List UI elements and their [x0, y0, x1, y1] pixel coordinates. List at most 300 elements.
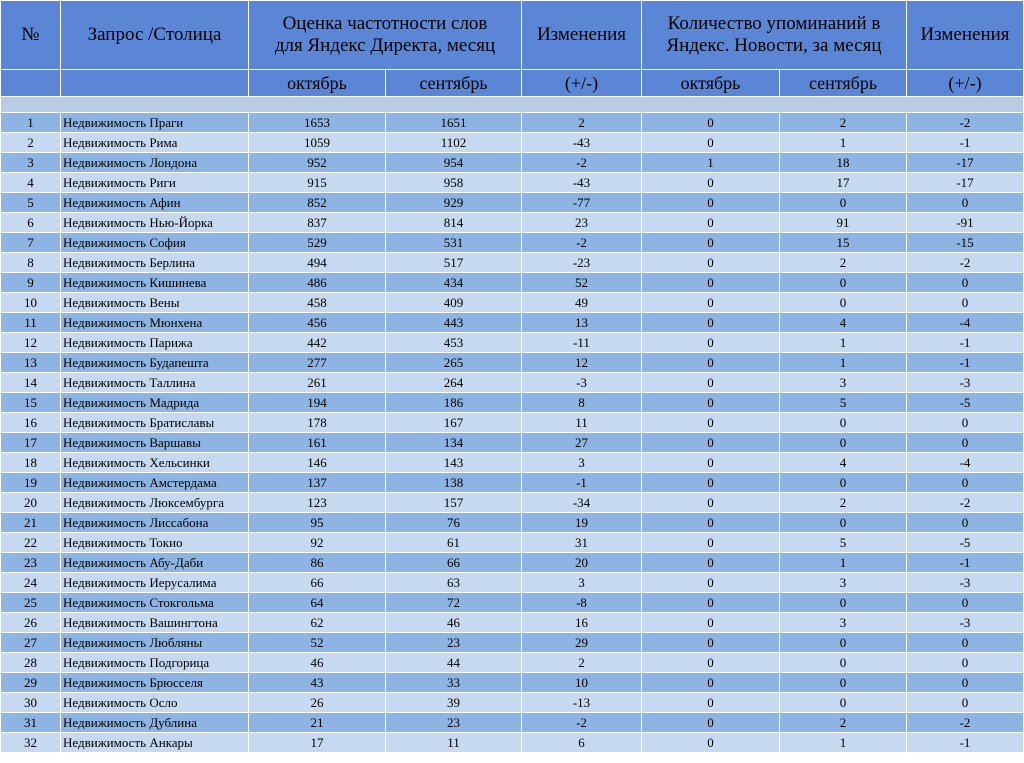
query-cell: Недвижимость Хельсинки: [61, 453, 249, 473]
freq-change-cell: 23: [522, 213, 642, 233]
freq-september-cell: 186: [386, 393, 522, 413]
news-change-cell: 0: [907, 593, 1024, 613]
query-cell: Недвижимость Дублина: [61, 713, 249, 733]
table-row: [1, 333, 1024, 353]
query-cell: Недвижимость Нью-Йорка: [61, 213, 249, 233]
freq-change-cell: 13: [522, 313, 642, 333]
row-number: 3: [1, 153, 61, 173]
table-row: [1, 133, 1024, 153]
subheader-empty-query: [61, 70, 249, 97]
table-row: [1, 693, 1024, 713]
news-october-cell: 0: [642, 353, 780, 373]
news-september-cell: 0: [780, 433, 907, 453]
query-cell: Недвижимость Любляны: [61, 633, 249, 653]
news-change-cell: -2: [907, 713, 1024, 733]
freq-september-cell: 157: [386, 493, 522, 513]
freq-change-cell: 2: [522, 113, 642, 133]
news-september-cell: 0: [780, 653, 907, 673]
freq-september-cell: 44: [386, 653, 522, 673]
news-october-cell: 0: [642, 633, 780, 653]
news-change-cell: -1: [907, 333, 1024, 353]
freq-september-cell: 531: [386, 233, 522, 253]
news-september-cell: 5: [780, 393, 907, 413]
news-september-cell: 1: [780, 553, 907, 573]
subheader-october-1: октябрь: [249, 70, 386, 97]
news-september-cell: 15: [780, 233, 907, 253]
table-row: [1, 453, 1024, 473]
header-news-line1: Количество упоминаний в: [667, 13, 881, 34]
row-number: 6: [1, 213, 61, 233]
news-change-cell: 0: [907, 513, 1024, 533]
table-row: [1, 533, 1024, 553]
news-september-cell: 2: [780, 713, 907, 733]
query-cell: Недвижимость Люксембурга: [61, 493, 249, 513]
freq-september-cell: 76: [386, 513, 522, 533]
news-change-cell: 0: [907, 273, 1024, 293]
header-frequency: [249, 1, 522, 70]
news-october-cell: 0: [642, 333, 780, 353]
subheader-october-2: октябрь: [642, 70, 780, 97]
freq-october-cell: 21: [249, 713, 386, 733]
header-frequency-line2: для Яндекс Директа, месяц: [274, 35, 496, 56]
news-september-cell: 3: [780, 373, 907, 393]
news-change-cell: -4: [907, 453, 1024, 473]
header-news-line2: Яндекс. Новости, за месяц: [666, 35, 882, 56]
freq-october-cell: 178: [249, 413, 386, 433]
query-cell: Недвижимость Брюсселя: [61, 673, 249, 693]
freq-september-cell: 264: [386, 373, 522, 393]
header-news-mentions: [642, 1, 907, 70]
freq-september-cell: 66: [386, 553, 522, 573]
query-cell: Недвижимость Мюнхена: [61, 313, 249, 333]
table-row: [1, 293, 1024, 313]
news-october-cell: 0: [642, 193, 780, 213]
news-september-cell: 5: [780, 533, 907, 553]
freq-september-cell: 453: [386, 333, 522, 353]
row-number: 30: [1, 693, 61, 713]
freq-change-cell: 3: [522, 453, 642, 473]
news-october-cell: 0: [642, 313, 780, 333]
freq-change-cell: -3: [522, 373, 642, 393]
freq-october-cell: 146: [249, 453, 386, 473]
news-october-cell: 0: [642, 433, 780, 453]
freq-october-cell: 17: [249, 733, 386, 753]
freq-october-cell: 837: [249, 213, 386, 233]
table-row: [1, 673, 1024, 693]
row-number: 1: [1, 113, 61, 133]
freq-october-cell: 161: [249, 433, 386, 453]
news-september-cell: 0: [780, 693, 907, 713]
news-change-cell: -17: [907, 173, 1024, 193]
query-cell: Недвижимость Кишинева: [61, 273, 249, 293]
freq-september-cell: 11: [386, 733, 522, 753]
table-row: [1, 613, 1024, 633]
header-query: Запрос /Столица: [61, 1, 249, 70]
news-october-cell: 0: [642, 533, 780, 553]
freq-change-cell: 2: [522, 653, 642, 673]
query-cell: Недвижимость Вены: [61, 293, 249, 313]
freq-change-cell: 52: [522, 273, 642, 293]
table-row: [1, 373, 1024, 393]
freq-change-cell: 49: [522, 293, 642, 313]
query-cell: Недвижимость Парижа: [61, 333, 249, 353]
freq-october-cell: 52: [249, 633, 386, 653]
freq-september-cell: 517: [386, 253, 522, 273]
news-october-cell: 0: [642, 133, 780, 153]
freq-october-cell: 194: [249, 393, 386, 413]
news-october-cell: 0: [642, 513, 780, 533]
freq-change-cell: 27: [522, 433, 642, 453]
news-october-cell: 0: [642, 733, 780, 753]
news-october-cell: 0: [642, 113, 780, 133]
query-cell: Недвижимость Будапешта: [61, 353, 249, 373]
query-cell: Недвижимость София: [61, 233, 249, 253]
freq-october-cell: 46: [249, 653, 386, 673]
freq-change-cell: -8: [522, 593, 642, 613]
row-number: 2: [1, 133, 61, 153]
news-change-cell: 0: [907, 633, 1024, 653]
freq-september-cell: 23: [386, 633, 522, 653]
freq-september-cell: 443: [386, 313, 522, 333]
freq-october-cell: 66: [249, 573, 386, 593]
freq-october-cell: 486: [249, 273, 386, 293]
news-october-cell: 0: [642, 453, 780, 473]
row-number: 4: [1, 173, 61, 193]
freq-change-cell: -1: [522, 473, 642, 493]
freq-september-cell: 814: [386, 213, 522, 233]
query-cell: Недвижимость Афин: [61, 193, 249, 213]
subheader-september-2: сентябрь: [780, 70, 907, 97]
row-number: 31: [1, 713, 61, 733]
query-cell: Недвижимость Анкары: [61, 733, 249, 753]
freq-change-cell: 11: [522, 413, 642, 433]
freq-september-cell: 72: [386, 593, 522, 613]
news-october-cell: 0: [642, 713, 780, 733]
freq-change-cell: 20: [522, 553, 642, 573]
news-october-cell: 0: [642, 213, 780, 233]
freq-change-cell: -43: [522, 173, 642, 193]
news-change-cell: -2: [907, 253, 1024, 273]
row-number: 9: [1, 273, 61, 293]
news-september-cell: 0: [780, 633, 907, 653]
freq-september-cell: 138: [386, 473, 522, 493]
table-row: [1, 733, 1024, 753]
table-row: [1, 633, 1024, 653]
news-september-cell: 2: [780, 493, 907, 513]
news-change-cell: -3: [907, 613, 1024, 633]
news-change-cell: -4: [907, 313, 1024, 333]
query-cell: Недвижимость Таллина: [61, 373, 249, 393]
freq-october-cell: 494: [249, 253, 386, 273]
table-row: [1, 433, 1024, 453]
row-number: 13: [1, 353, 61, 373]
table-row: [1, 593, 1024, 613]
table-row: [1, 713, 1024, 733]
row-number: 8: [1, 253, 61, 273]
news-october-cell: 0: [642, 413, 780, 433]
query-cell: Недвижимость Праги: [61, 113, 249, 133]
news-september-cell: 91: [780, 213, 907, 233]
freq-change-cell: 10: [522, 673, 642, 693]
header-changes-1: Изменения: [522, 1, 642, 70]
table-row: [1, 273, 1024, 293]
news-september-cell: 1: [780, 733, 907, 753]
header-spacer-row: [1, 97, 1024, 113]
news-change-cell: -1: [907, 553, 1024, 573]
table-row: [1, 573, 1024, 593]
subheader-plusminus-2: (+/-): [907, 70, 1024, 97]
freq-october-cell: 915: [249, 173, 386, 193]
news-september-cell: 18: [780, 153, 907, 173]
freq-september-cell: 167: [386, 413, 522, 433]
freq-october-cell: 62: [249, 613, 386, 633]
news-october-cell: 0: [642, 293, 780, 313]
news-september-cell: 3: [780, 573, 907, 593]
row-number: 12: [1, 333, 61, 353]
news-october-cell: 0: [642, 473, 780, 493]
table-row: [1, 213, 1024, 233]
news-september-cell: 3: [780, 613, 907, 633]
news-october-cell: 0: [642, 253, 780, 273]
freq-change-cell: 8: [522, 393, 642, 413]
subheader-plusminus-1: (+/-): [522, 70, 642, 97]
freq-change-cell: 16: [522, 613, 642, 633]
freq-october-cell: 442: [249, 333, 386, 353]
freq-change-cell: 12: [522, 353, 642, 373]
freq-october-cell: 1653: [249, 113, 386, 133]
news-september-cell: 0: [780, 413, 907, 433]
row-number: 22: [1, 533, 61, 553]
row-number: 27: [1, 633, 61, 653]
row-number: 25: [1, 593, 61, 613]
news-october-cell: 0: [642, 493, 780, 513]
freq-october-cell: 26: [249, 693, 386, 713]
news-september-cell: 0: [780, 473, 907, 493]
table-row: [1, 513, 1024, 533]
news-change-cell: -2: [907, 493, 1024, 513]
row-number: 5: [1, 193, 61, 213]
news-october-cell: 1: [642, 153, 780, 173]
query-cell: Недвижимость Берлина: [61, 253, 249, 273]
row-number: 14: [1, 373, 61, 393]
freq-september-cell: 265: [386, 353, 522, 373]
freq-october-cell: 458: [249, 293, 386, 313]
news-september-cell: 17: [780, 173, 907, 193]
row-number: 24: [1, 573, 61, 593]
freq-october-cell: 1059: [249, 133, 386, 153]
query-cell: Недвижимость Иерусалима: [61, 573, 249, 593]
freq-september-cell: 409: [386, 293, 522, 313]
news-change-cell: -1: [907, 733, 1024, 753]
news-change-cell: -17: [907, 153, 1024, 173]
table-row: [1, 393, 1024, 413]
row-number: 21: [1, 513, 61, 533]
table-row: [1, 233, 1024, 253]
freq-september-cell: 143: [386, 453, 522, 473]
news-september-cell: 4: [780, 453, 907, 473]
row-number: 10: [1, 293, 61, 313]
row-number: 18: [1, 453, 61, 473]
freq-september-cell: 46: [386, 613, 522, 633]
row-number: 7: [1, 233, 61, 253]
freq-september-cell: 23: [386, 713, 522, 733]
news-change-cell: 0: [907, 433, 1024, 453]
news-october-cell: 0: [642, 553, 780, 573]
table-row: [1, 353, 1024, 373]
news-october-cell: 0: [642, 593, 780, 613]
freq-september-cell: 1102: [386, 133, 522, 153]
query-cell: Недвижимость Рима: [61, 133, 249, 153]
news-september-cell: 2: [780, 113, 907, 133]
news-september-cell: 1: [780, 353, 907, 373]
row-number: 29: [1, 673, 61, 693]
news-september-cell: 0: [780, 673, 907, 693]
freq-october-cell: 952: [249, 153, 386, 173]
row-number: 17: [1, 433, 61, 453]
row-number: 26: [1, 613, 61, 633]
news-september-cell: 0: [780, 593, 907, 613]
freq-change-cell: 3: [522, 573, 642, 593]
freq-change-cell: -11: [522, 333, 642, 353]
news-change-cell: 0: [907, 653, 1024, 673]
query-cell: Недвижимость Варшавы: [61, 433, 249, 453]
news-change-cell: 0: [907, 293, 1024, 313]
freq-change-cell: -77: [522, 193, 642, 213]
table-row: [1, 193, 1024, 213]
news-october-cell: 0: [642, 233, 780, 253]
news-october-cell: 0: [642, 653, 780, 673]
freq-change-cell: -13: [522, 693, 642, 713]
table-row: [1, 113, 1024, 133]
header-num: №: [1, 1, 61, 70]
freq-september-cell: 958: [386, 173, 522, 193]
row-number: 11: [1, 313, 61, 333]
freq-september-cell: 929: [386, 193, 522, 213]
freq-october-cell: 43: [249, 673, 386, 693]
freq-october-cell: 92: [249, 533, 386, 553]
freq-october-cell: 64: [249, 593, 386, 613]
table-row: [1, 653, 1024, 673]
news-september-cell: 0: [780, 513, 907, 533]
table-row: [1, 413, 1024, 433]
subheader-september-1: сентябрь: [386, 70, 522, 97]
query-cell: Недвижимость Подгорица: [61, 653, 249, 673]
news-september-cell: 4: [780, 313, 907, 333]
freq-change-cell: -2: [522, 153, 642, 173]
freq-september-cell: 434: [386, 273, 522, 293]
freq-september-cell: 954: [386, 153, 522, 173]
query-cell: Недвижимость Стокгольма: [61, 593, 249, 613]
freq-october-cell: 529: [249, 233, 386, 253]
row-number: 19: [1, 473, 61, 493]
news-change-cell: -91: [907, 213, 1024, 233]
row-number: 23: [1, 553, 61, 573]
row-number: 16: [1, 413, 61, 433]
query-cell: Недвижимость Вашингтона: [61, 613, 249, 633]
query-cell: Недвижимость Лиссабона: [61, 513, 249, 533]
news-change-cell: -1: [907, 353, 1024, 373]
table-row: [1, 473, 1024, 493]
news-october-cell: 0: [642, 173, 780, 193]
freq-september-cell: 1651: [386, 113, 522, 133]
news-change-cell: 0: [907, 193, 1024, 213]
news-october-cell: 0: [642, 273, 780, 293]
news-change-cell: -2: [907, 113, 1024, 133]
freq-change-cell: -23: [522, 253, 642, 273]
query-cell: Недвижимость Братиславы: [61, 413, 249, 433]
freq-change-cell: -34: [522, 493, 642, 513]
news-september-cell: 0: [780, 293, 907, 313]
freq-september-cell: 33: [386, 673, 522, 693]
query-cell: Недвижимость Осло: [61, 693, 249, 713]
freq-october-cell: 137: [249, 473, 386, 493]
table-row: [1, 553, 1024, 573]
table-row: [1, 493, 1024, 513]
table-row: [1, 253, 1024, 273]
news-change-cell: 0: [907, 693, 1024, 713]
freq-september-cell: 39: [386, 693, 522, 713]
freq-change-cell: 29: [522, 633, 642, 653]
freq-change-cell: 31: [522, 533, 642, 553]
news-september-cell: 1: [780, 333, 907, 353]
query-cell: Недвижимость Токио: [61, 533, 249, 553]
query-cell: Недвижимость Мадрида: [61, 393, 249, 413]
header-frequency-line1: Оценка частотности слов: [282, 13, 488, 34]
row-number: 15: [1, 393, 61, 413]
freq-october-cell: 261: [249, 373, 386, 393]
news-change-cell: 0: [907, 673, 1024, 693]
freq-october-cell: 277: [249, 353, 386, 373]
subheader-empty-num: [1, 70, 61, 97]
freq-september-cell: 134: [386, 433, 522, 453]
header-changes-2: Изменения: [907, 1, 1024, 70]
query-cell: Недвижимость Амстердама: [61, 473, 249, 493]
news-september-cell: 2: [780, 253, 907, 273]
news-change-cell: 0: [907, 473, 1024, 493]
news-change-cell: -1: [907, 133, 1024, 153]
table-header: [1, 1, 1024, 113]
news-september-cell: 0: [780, 273, 907, 293]
query-cell: Недвижимость Абу-Даби: [61, 553, 249, 573]
query-cell: Недвижимость Лондона: [61, 153, 249, 173]
news-change-cell: -3: [907, 573, 1024, 593]
news-october-cell: 0: [642, 673, 780, 693]
news-september-cell: 1: [780, 133, 907, 153]
news-change-cell: 0: [907, 413, 1024, 433]
freq-change-cell: 6: [522, 733, 642, 753]
table-row: [1, 153, 1024, 173]
news-change-cell: -3: [907, 373, 1024, 393]
freq-change-cell: -2: [522, 233, 642, 253]
freq-change-cell: -2: [522, 713, 642, 733]
freq-september-cell: 63: [386, 573, 522, 593]
news-october-cell: 0: [642, 693, 780, 713]
freq-october-cell: 86: [249, 553, 386, 573]
news-october-cell: 0: [642, 613, 780, 633]
row-number: 32: [1, 733, 61, 753]
freq-october-cell: 852: [249, 193, 386, 213]
freq-september-cell: 61: [386, 533, 522, 553]
row-number: 28: [1, 653, 61, 673]
freq-october-cell: 456: [249, 313, 386, 333]
news-september-cell: 0: [780, 193, 907, 213]
table-body: [1, 113, 1024, 753]
freq-change-cell: -43: [522, 133, 642, 153]
table-row: [1, 313, 1024, 333]
news-change-cell: -5: [907, 533, 1024, 553]
news-change-cell: -15: [907, 233, 1024, 253]
news-change-cell: -5: [907, 393, 1024, 413]
